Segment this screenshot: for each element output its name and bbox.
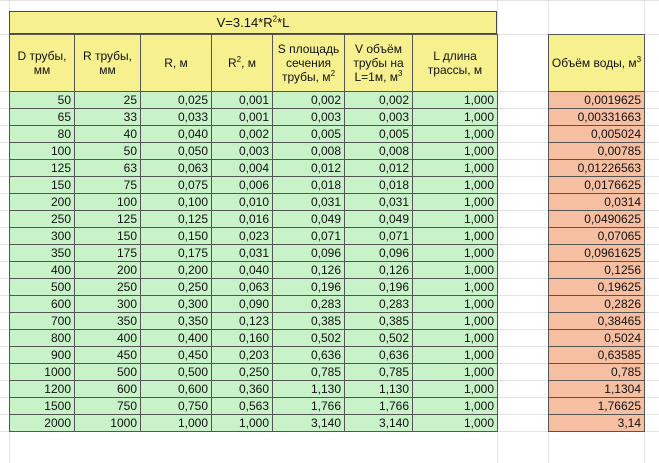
volume-cell[interactable]: 0,1256 — [549, 262, 645, 279]
table-cell[interactable]: 900 — [10, 347, 75, 364]
formula-sup: 2 — [272, 14, 278, 24]
table-cell[interactable]: 0,126 — [273, 262, 345, 279]
table-cell[interactable]: 0,031 — [273, 194, 345, 211]
table-cell[interactable]: 1,000 — [413, 160, 498, 177]
volume-row — [549, 296, 645, 313]
table-cell[interactable]: 450 — [75, 347, 141, 364]
table-row — [10, 228, 498, 245]
volume-cell[interactable]: 0,0314 — [549, 194, 645, 211]
table-cell[interactable]: 75 — [75, 177, 141, 194]
table-cell[interactable]: 300 — [10, 228, 75, 245]
table-cell[interactable]: 1,000 — [413, 194, 498, 211]
header-r2[interactable]: $R^2$, м — [212, 35, 273, 92]
table-cell[interactable]: 500 — [75, 364, 141, 381]
header-v[interactable]: V объём трубы на L=1м, $м^3$ — [345, 35, 413, 92]
table-cell[interactable]: 0,025 — [141, 92, 212, 109]
volume-cell[interactable]: 0,5024 — [549, 330, 645, 347]
volume-row — [549, 228, 645, 245]
table-cell[interactable]: 0,600 — [141, 381, 212, 398]
volume-cell[interactable]: 0,38465 — [549, 313, 645, 330]
table-cell[interactable]: 0,125 — [141, 211, 212, 228]
table-cell[interactable]: 0,005 — [345, 126, 413, 143]
table-cell[interactable]: 0,200 — [141, 262, 212, 279]
table-row — [10, 194, 498, 211]
table-cell[interactable]: 0,008 — [273, 143, 345, 160]
table-cell[interactable]: 1,000 — [413, 415, 498, 432]
volume-row — [549, 398, 645, 415]
table-cell[interactable]: 700 — [10, 313, 75, 330]
table-cell[interactable]: 0,063 — [141, 160, 212, 177]
table-row — [10, 313, 498, 330]
table-cell[interactable]: 0,400 — [141, 330, 212, 347]
table-row — [10, 330, 498, 347]
table-cell[interactable]: 33 — [75, 109, 141, 126]
table-cell[interactable]: 1,000 — [413, 296, 498, 313]
table-row — [10, 296, 498, 313]
table-cell[interactable]: 0,283 — [273, 296, 345, 313]
table-cell[interactable]: 250 — [75, 279, 141, 296]
table-cell[interactable]: 0,031 — [345, 194, 413, 211]
table-cell[interactable]: 200 — [10, 194, 75, 211]
table-cell[interactable]: 1,000 — [212, 415, 273, 432]
table-cell[interactable]: 0,100 — [141, 194, 212, 211]
table-cell[interactable]: 0,001 — [212, 92, 273, 109]
table-cell[interactable]: 175 — [75, 245, 141, 262]
table-row — [10, 279, 498, 296]
table-cell[interactable]: 63 — [75, 160, 141, 177]
table-cell[interactable]: 0,785 — [273, 364, 345, 381]
table-cell[interactable]: 0,033 — [141, 109, 212, 126]
table-cell[interactable]: 0,500 — [141, 364, 212, 381]
table-cell[interactable]: 0,005 — [273, 126, 345, 143]
table-cell[interactable]: 0,785 — [345, 364, 413, 381]
table-cell[interactable]: 0,175 — [141, 245, 212, 262]
table-cell[interactable]: 0,004 — [212, 160, 273, 177]
table-cell[interactable]: 0,050 — [141, 143, 212, 160]
table-cell[interactable]: 0,003 — [273, 109, 345, 126]
volume-row — [549, 381, 645, 398]
volume-cell[interactable]: 0,785 — [549, 364, 645, 381]
table-cell[interactable]: 0,016 — [212, 211, 273, 228]
table-cell[interactable]: 1200 — [10, 381, 75, 398]
volume-row — [549, 92, 645, 109]
table-row — [10, 126, 498, 143]
volume-row — [549, 126, 645, 143]
volume-cell[interactable]: 0,01226563 — [549, 160, 645, 177]
table-cell[interactable]: 25 — [75, 92, 141, 109]
table-cell[interactable]: 1,130 — [345, 381, 413, 398]
table-cell[interactable]: 0,123 — [212, 313, 273, 330]
table-cell[interactable]: 600 — [75, 381, 141, 398]
table-cell[interactable]: 0,636 — [345, 347, 413, 364]
volume-row — [549, 415, 645, 432]
table-cell[interactable]: 0,049 — [345, 211, 413, 228]
table-cell[interactable]: 500 — [10, 279, 75, 296]
table-cell[interactable]: 0,750 — [141, 398, 212, 415]
table-cell[interactable]: 0,196 — [345, 279, 413, 296]
table-cell[interactable]: 0,018 — [345, 177, 413, 194]
table-cell[interactable]: 0,283 — [345, 296, 413, 313]
formula-suffix: *L — [277, 15, 290, 30]
header-r-mm[interactable]: R трубы, мм — [75, 35, 141, 92]
table-cell[interactable]: 0,360 — [212, 381, 273, 398]
table-cell[interactable]: 0,003 — [212, 143, 273, 160]
table-cell[interactable]: 50 — [10, 92, 75, 109]
table-cell[interactable]: 0,023 — [212, 228, 273, 245]
table-cell[interactable]: 800 — [10, 330, 75, 347]
volume-cell[interactable]: 0,2826 — [549, 296, 645, 313]
table-cell[interactable]: 250 — [10, 211, 75, 228]
table-cell[interactable]: 1,000 — [413, 262, 498, 279]
header-volume[interactable]: Объём воды, $м^3$ — [549, 35, 645, 92]
table-row — [10, 109, 498, 126]
table-cell[interactable]: 0,385 — [273, 313, 345, 330]
volume-row — [549, 313, 645, 330]
volume-cell[interactable]: 1,1304 — [549, 381, 645, 398]
volume-cell[interactable]: 0,005024 — [549, 126, 645, 143]
table-cell[interactable]: 300 — [75, 296, 141, 313]
header-l[interactable]: L длина трассы, м — [413, 35, 498, 92]
volume-row — [549, 347, 645, 364]
table-cell[interactable]: 0,096 — [273, 245, 345, 262]
table-cell[interactable]: 1,000 — [413, 177, 498, 194]
table-cell[interactable]: 0,002 — [273, 92, 345, 109]
table-cell[interactable]: 1,000 — [413, 143, 498, 160]
table-cell[interactable]: 350 — [75, 313, 141, 330]
table-cell[interactable]: 0,502 — [273, 330, 345, 347]
table-cell[interactable]: 1000 — [10, 364, 75, 381]
table-cell[interactable]: 0,018 — [273, 177, 345, 194]
volume-cell[interactable]: 0,63585 — [549, 347, 645, 364]
volume-cell[interactable]: 0,07065 — [549, 228, 645, 245]
table-cell[interactable]: 0,010 — [212, 194, 273, 211]
table-cell[interactable]: 0,150 — [141, 228, 212, 245]
volume-row — [549, 211, 645, 228]
table-cell[interactable]: 1,000 — [413, 126, 498, 143]
table-cell[interactable]: 1,000 — [413, 364, 498, 381]
volume-cell[interactable]: 0,0490625 — [549, 211, 645, 228]
volume-cell[interactable]: 3,14 — [549, 415, 645, 432]
table-row — [10, 245, 498, 262]
table-cell[interactable]: 0,096 — [345, 245, 413, 262]
table-cell[interactable]: 125 — [10, 160, 75, 177]
volume-row — [549, 330, 645, 347]
table-cell[interactable]: 1,000 — [413, 92, 498, 109]
table-cell[interactable]: 50 — [75, 143, 141, 160]
table-cell[interactable]: 0,049 — [273, 211, 345, 228]
table-cell[interactable]: 0,450 — [141, 347, 212, 364]
table-cell[interactable]: 80 — [10, 126, 75, 143]
table-cell[interactable]: 0,203 — [212, 347, 273, 364]
table-cell[interactable]: 0,040 — [141, 126, 212, 143]
table-cell[interactable]: 0,063 — [212, 279, 273, 296]
table-cell[interactable]: 0,006 — [212, 177, 273, 194]
header-r-m[interactable]: R, м — [141, 35, 212, 92]
header-s[interactable]: S площадь сечения трубы, $м^2$ — [273, 35, 345, 92]
table-cell[interactable]: 1,130 — [273, 381, 345, 398]
volume-cell[interactable]: 0,00331663 — [549, 109, 645, 126]
grid-line — [0, 0, 659, 1]
table-cell[interactable]: 100 — [75, 194, 141, 211]
volume-cell[interactable]: 0,0019625 — [549, 92, 645, 109]
volume-row — [549, 177, 645, 194]
table-cell[interactable]: 0,040 — [212, 262, 273, 279]
table-cell[interactable]: 0,012 — [273, 160, 345, 177]
table-cell[interactable]: 1,000 — [413, 398, 498, 415]
volume-header-row — [549, 35, 645, 92]
table-cell[interactable]: 0,075 — [141, 177, 212, 194]
table-cell[interactable]: 0,031 — [212, 245, 273, 262]
table-row — [10, 160, 498, 177]
table-cell[interactable]: 125 — [75, 211, 141, 228]
table-cell[interactable]: 0,090 — [212, 296, 273, 313]
formula-prefix: V=3.14*R — [216, 15, 273, 30]
volume-row — [549, 109, 645, 126]
table-cell[interactable]: 0,012 — [345, 160, 413, 177]
volume-table — [548, 34, 645, 432]
volume-row — [549, 194, 645, 211]
volume-row — [549, 245, 645, 262]
table-cell[interactable]: 0,002 — [345, 92, 413, 109]
table-cell[interactable]: 0,001 — [212, 109, 273, 126]
formula-banner[interactable] — [9, 11, 497, 34]
table-cell[interactable]: 200 — [75, 262, 141, 279]
table-cell[interactable]: 1,000 — [413, 381, 498, 398]
table-row — [10, 177, 498, 194]
table-cell[interactable]: 0,196 — [273, 279, 345, 296]
table-cell[interactable]: 1500 — [10, 398, 75, 415]
table-cell[interactable]: 750 — [75, 398, 141, 415]
table-cell[interactable]: 1,000 — [413, 279, 498, 296]
volume-row — [549, 364, 645, 381]
volume-cell[interactable]: 0,19625 — [549, 279, 645, 296]
table-cell[interactable]: 400 — [10, 262, 75, 279]
table-cell[interactable]: 0,250 — [212, 364, 273, 381]
table-row — [10, 262, 498, 279]
table-cell[interactable]: 0,071 — [345, 228, 413, 245]
volume-cell[interactable]: 0,00785 — [549, 143, 645, 160]
volume-row — [549, 160, 645, 177]
table-row — [10, 415, 498, 432]
table-cell[interactable]: 0,003 — [345, 109, 413, 126]
pipe-table — [9, 34, 498, 432]
table-cell[interactable]: 400 — [75, 330, 141, 347]
table-cell[interactable]: 1,000 — [413, 228, 498, 245]
header-d[interactable]: D трубы, мм — [10, 35, 75, 92]
table-cell[interactable]: 1,000 — [413, 211, 498, 228]
table-cell[interactable]: 1,000 — [413, 313, 498, 330]
table-cell[interactable]: 65 — [10, 109, 75, 126]
table-cell[interactable]: 0,385 — [345, 313, 413, 330]
volume-cell[interactable]: 0,0961625 — [549, 245, 645, 262]
table-row — [10, 398, 498, 415]
table-cell[interactable]: 0,008 — [345, 143, 413, 160]
table-row — [10, 92, 498, 109]
table-cell[interactable]: 150 — [10, 177, 75, 194]
table-cell[interactable]: 40 — [75, 126, 141, 143]
header-row — [10, 35, 498, 92]
volume-row — [549, 279, 645, 296]
volume-cell[interactable]: 0,0176625 — [549, 177, 645, 194]
table-row — [10, 211, 498, 228]
table-cell[interactable]: 0,350 — [141, 313, 212, 330]
table-cell[interactable]: 1,000 — [413, 245, 498, 262]
table-cell[interactable]: 3,140 — [273, 415, 345, 432]
table-cell[interactable]: 1,000 — [413, 109, 498, 126]
table-cell[interactable]: 0,563 — [212, 398, 273, 415]
table-cell[interactable]: 150 — [75, 228, 141, 245]
table-cell[interactable]: 1,766 — [345, 398, 413, 415]
table-cell[interactable]: 2000 — [10, 415, 75, 432]
table-cell[interactable]: 0,300 — [141, 296, 212, 313]
table-row — [10, 143, 498, 160]
table-cell[interactable]: 0,160 — [212, 330, 273, 347]
table-cell[interactable]: 0,250 — [141, 279, 212, 296]
table-row — [10, 364, 498, 381]
table-cell[interactable]: 0,502 — [345, 330, 413, 347]
table-cell[interactable]: 1,000 — [413, 330, 498, 347]
table-cell[interactable]: 600 — [10, 296, 75, 313]
table-cell[interactable]: 350 — [10, 245, 75, 262]
table-row — [10, 347, 498, 364]
table-cell[interactable]: 1,766 — [273, 398, 345, 415]
volume-row — [549, 262, 645, 279]
table-cell[interactable]: 0,126 — [345, 262, 413, 279]
table-cell[interactable]: 3,140 — [345, 415, 413, 432]
table-cell[interactable]: 0,071 — [273, 228, 345, 245]
volume-row — [549, 143, 645, 160]
table-cell[interactable]: 1,000 — [141, 415, 212, 432]
table-cell[interactable]: 1000 — [75, 415, 141, 432]
table-row — [10, 381, 498, 398]
table-cell[interactable]: 100 — [10, 143, 75, 160]
table-cell[interactable]: 0,002 — [212, 126, 273, 143]
table-cell[interactable]: 0,636 — [273, 347, 345, 364]
volume-cell[interactable]: 1,76625 — [549, 398, 645, 415]
table-cell[interactable]: 1,000 — [413, 347, 498, 364]
